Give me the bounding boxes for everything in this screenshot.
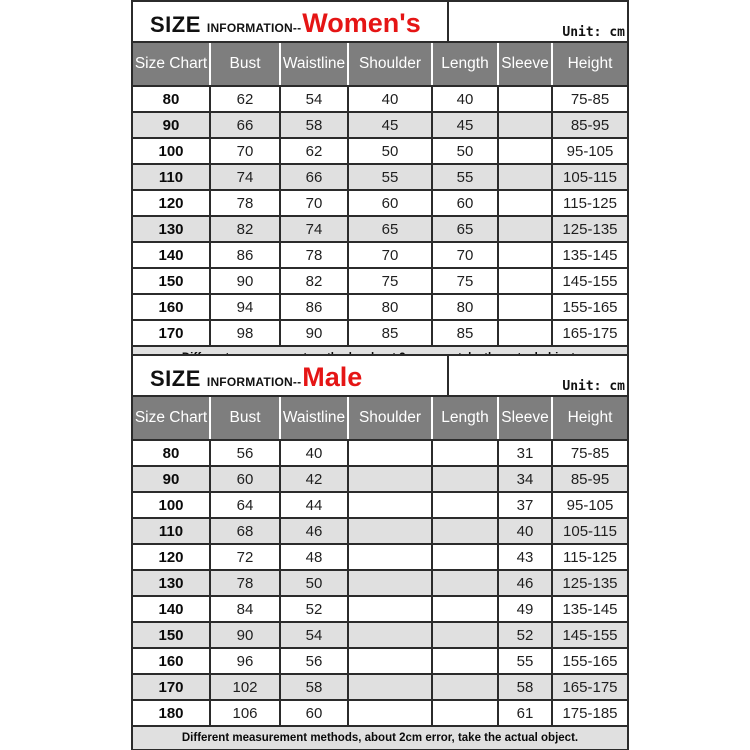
- measurement-value-cell: 46: [498, 570, 552, 596]
- male-size-table: [131, 354, 629, 750]
- size-value-cell: 160: [133, 648, 210, 674]
- measurement-disclaimer: Different measurement methods, about 2cm error, take the actual object.: [133, 726, 627, 749]
- column-header-bust: Bust: [210, 397, 280, 440]
- measurement-value-cell: 56: [210, 440, 280, 466]
- header-row: [133, 43, 627, 86]
- measurement-value-cell: 64: [210, 492, 280, 518]
- table-row: [133, 492, 627, 518]
- unit-label: Unit: cm: [562, 25, 625, 40]
- size-value-cell: 110: [133, 518, 210, 544]
- male-table-footer: [133, 726, 627, 749]
- measurement-value-cell: [432, 544, 498, 570]
- measurement-value-cell: 85: [432, 320, 498, 346]
- size-value-cell: 90: [133, 112, 210, 138]
- measurement-value-cell: [432, 492, 498, 518]
- womens-table-title: [133, 2, 449, 41]
- measurement-value-cell: 50: [348, 138, 432, 164]
- measurement-value-cell: 95-105: [552, 138, 627, 164]
- table-row: [133, 242, 627, 268]
- measurement-value-cell: 46: [280, 518, 348, 544]
- table-row: [133, 674, 627, 700]
- measurement-value-cell: 125-135: [552, 570, 627, 596]
- table-row: [133, 544, 627, 570]
- measurement-value-cell: 44: [280, 492, 348, 518]
- womens-table-body: [133, 86, 627, 346]
- table-row: [133, 294, 627, 320]
- measurement-value-cell: 70: [348, 242, 432, 268]
- column-header-waistline: Waistline: [280, 43, 348, 86]
- measurement-value-cell: 78: [210, 570, 280, 596]
- measurement-value-cell: 145-155: [552, 622, 627, 648]
- column-header-sleeve: Sleeve: [498, 397, 552, 440]
- measurement-value-cell: [348, 492, 432, 518]
- measurement-value-cell: 55: [348, 164, 432, 190]
- measurement-value-cell: 135-145: [552, 242, 627, 268]
- title-size-text: SIZE: [150, 12, 201, 37]
- measurement-value-cell: 60: [348, 190, 432, 216]
- measurement-value-cell: [498, 190, 552, 216]
- table-row: [133, 190, 627, 216]
- measurement-value-cell: 40: [280, 440, 348, 466]
- measurement-value-cell: [348, 622, 432, 648]
- measurement-value-cell: 70: [432, 242, 498, 268]
- measurement-value-cell: [348, 440, 432, 466]
- column-header-size-chart: Size Chart: [133, 397, 210, 440]
- measurement-value-cell: 65: [348, 216, 432, 242]
- measurement-value-cell: 45: [432, 112, 498, 138]
- measurement-value-cell: 31: [498, 440, 552, 466]
- measurement-value-cell: 62: [280, 138, 348, 164]
- measurement-value-cell: 62: [210, 86, 280, 112]
- measurement-value-cell: 94: [210, 294, 280, 320]
- male-title-row: [133, 356, 627, 397]
- column-header-sleeve: Sleeve: [498, 43, 552, 86]
- footer-row: [133, 726, 627, 749]
- measurement-value-cell: 145-155: [552, 268, 627, 294]
- table-row: [133, 268, 627, 294]
- measurement-value-cell: 58: [280, 112, 348, 138]
- title-information-text: INFORMATION--: [206, 21, 302, 35]
- measurement-value-cell: [348, 700, 432, 726]
- measurement-value-cell: 75-85: [552, 86, 627, 112]
- measurement-value-cell: 74: [210, 164, 280, 190]
- measurement-value-cell: [432, 622, 498, 648]
- table-row: [133, 648, 627, 674]
- measurement-value-cell: [348, 674, 432, 700]
- measurement-value-cell: [432, 440, 498, 466]
- measurement-value-cell: 40: [348, 86, 432, 112]
- measurement-value-cell: 90: [210, 622, 280, 648]
- size-value-cell: 120: [133, 190, 210, 216]
- measurement-value-cell: 45: [348, 112, 432, 138]
- size-value-cell: 180: [133, 700, 210, 726]
- size-value-cell: 170: [133, 674, 210, 700]
- column-header-height: Height: [552, 397, 627, 440]
- measurement-value-cell: 86: [210, 242, 280, 268]
- measurement-value-cell: 50: [280, 570, 348, 596]
- measurement-value-cell: 82: [280, 268, 348, 294]
- measurement-value-cell: 165-175: [552, 674, 627, 700]
- measurement-value-cell: 102: [210, 674, 280, 700]
- measurement-value-cell: [498, 138, 552, 164]
- measurement-value-cell: 115-125: [552, 190, 627, 216]
- measurement-value-cell: [498, 216, 552, 242]
- table-row: [133, 86, 627, 112]
- measurement-value-cell: 60: [210, 466, 280, 492]
- measurement-value-cell: 86: [280, 294, 348, 320]
- title-gender-womens: Women's: [302, 8, 421, 38]
- size-value-cell: 80: [133, 440, 210, 466]
- measurement-value-cell: 49: [498, 596, 552, 622]
- measurement-value-cell: 50: [432, 138, 498, 164]
- measurement-value-cell: 75-85: [552, 440, 627, 466]
- measurement-value-cell: [432, 674, 498, 700]
- measurement-value-cell: 58: [498, 674, 552, 700]
- measurement-value-cell: 96: [210, 648, 280, 674]
- measurement-value-cell: [348, 544, 432, 570]
- measurement-value-cell: 85-95: [552, 112, 627, 138]
- table-row: [133, 138, 627, 164]
- measurement-value-cell: [498, 268, 552, 294]
- measurement-value-cell: 98: [210, 320, 280, 346]
- measurement-value-cell: 58: [280, 674, 348, 700]
- measurement-value-cell: 106: [210, 700, 280, 726]
- male-unit-cell: [449, 356, 627, 395]
- measurement-value-cell: 155-165: [552, 648, 627, 674]
- measurement-value-cell: 60: [280, 700, 348, 726]
- unit-label: Unit: cm: [562, 379, 625, 394]
- table-row: [133, 466, 627, 492]
- measurement-value-cell: 54: [280, 622, 348, 648]
- measurement-value-cell: 165-175: [552, 320, 627, 346]
- measurement-value-cell: 105-115: [552, 164, 627, 190]
- measurement-value-cell: 66: [210, 112, 280, 138]
- title-size-text: SIZE: [150, 366, 201, 391]
- measurement-value-cell: [498, 164, 552, 190]
- measurement-value-cell: 70: [210, 138, 280, 164]
- measurement-value-cell: 80: [432, 294, 498, 320]
- measurement-value-cell: 52: [498, 622, 552, 648]
- size-value-cell: 120: [133, 544, 210, 570]
- measurement-value-cell: 175-185: [552, 700, 627, 726]
- size-value-cell: 160: [133, 294, 210, 320]
- measurement-value-cell: 55: [432, 164, 498, 190]
- measurement-value-cell: [432, 466, 498, 492]
- size-value-cell: 100: [133, 492, 210, 518]
- measurement-value-cell: [348, 518, 432, 544]
- measurement-value-cell: 40: [432, 86, 498, 112]
- measurement-value-cell: 48: [280, 544, 348, 570]
- table-row: [133, 216, 627, 242]
- measurement-value-cell: 85-95: [552, 466, 627, 492]
- table-row: [133, 164, 627, 190]
- table-row: [133, 596, 627, 622]
- header-row: [133, 397, 627, 440]
- measurement-value-cell: [432, 700, 498, 726]
- measurement-value-cell: 75: [348, 268, 432, 294]
- measurement-value-cell: 61: [498, 700, 552, 726]
- measurement-value-cell: 78: [210, 190, 280, 216]
- measurement-value-cell: 65: [432, 216, 498, 242]
- measurement-value-cell: 155-165: [552, 294, 627, 320]
- size-value-cell: 130: [133, 570, 210, 596]
- measurement-value-cell: [432, 596, 498, 622]
- column-header-length: Length: [432, 397, 498, 440]
- measurement-value-cell: 34: [498, 466, 552, 492]
- measurement-value-cell: [432, 518, 498, 544]
- measurement-value-cell: 43: [498, 544, 552, 570]
- measurement-value-cell: [498, 86, 552, 112]
- womens-table-header: [133, 43, 627, 86]
- measurement-value-cell: [498, 242, 552, 268]
- size-value-cell: 170: [133, 320, 210, 346]
- measurement-value-cell: [498, 294, 552, 320]
- title-gender-male: Male: [302, 362, 363, 392]
- table-row: [133, 700, 627, 726]
- size-value-cell: 80: [133, 86, 210, 112]
- table-row: [133, 518, 627, 544]
- measurement-value-cell: 60: [432, 190, 498, 216]
- measurement-value-cell: [348, 596, 432, 622]
- size-value-cell: 130: [133, 216, 210, 242]
- measurement-value-cell: 85: [348, 320, 432, 346]
- size-value-cell: 100: [133, 138, 210, 164]
- male-table-header: [133, 397, 627, 440]
- measurement-value-cell: 125-135: [552, 216, 627, 242]
- size-value-cell: 90: [133, 466, 210, 492]
- measurement-value-cell: [348, 648, 432, 674]
- measurement-value-cell: 40: [498, 518, 552, 544]
- size-value-cell: 150: [133, 268, 210, 294]
- womens-title-row: [133, 2, 627, 43]
- measurement-value-cell: 52: [280, 596, 348, 622]
- measurement-value-cell: 82: [210, 216, 280, 242]
- measurement-value-cell: 68: [210, 518, 280, 544]
- column-header-shoulder: Shoulder: [348, 43, 432, 86]
- measurement-value-cell: 115-125: [552, 544, 627, 570]
- measurement-value-cell: 54: [280, 86, 348, 112]
- measurement-value-cell: 84: [210, 596, 280, 622]
- column-header-size-chart: Size Chart: [133, 43, 210, 86]
- measurement-value-cell: 37: [498, 492, 552, 518]
- measurement-value-cell: 72: [210, 544, 280, 570]
- measurement-value-cell: 42: [280, 466, 348, 492]
- womens-measurements-table: [133, 43, 627, 369]
- measurement-value-cell: [348, 466, 432, 492]
- table-row: [133, 622, 627, 648]
- womens-unit-cell: [449, 2, 627, 41]
- measurement-value-cell: 90: [280, 320, 348, 346]
- measurement-value-cell: 74: [280, 216, 348, 242]
- measurement-value-cell: 70: [280, 190, 348, 216]
- male-table-body: [133, 440, 627, 726]
- measurement-value-cell: 78: [280, 242, 348, 268]
- measurement-value-cell: 135-145: [552, 596, 627, 622]
- size-value-cell: 140: [133, 242, 210, 268]
- column-header-shoulder: Shoulder: [348, 397, 432, 440]
- measurement-value-cell: [432, 570, 498, 596]
- male-table-title: [133, 356, 449, 395]
- column-header-waistline: Waistline: [280, 397, 348, 440]
- measurement-value-cell: [498, 112, 552, 138]
- size-value-cell: 140: [133, 596, 210, 622]
- table-row: [133, 112, 627, 138]
- measurement-value-cell: 90: [210, 268, 280, 294]
- measurement-value-cell: 95-105: [552, 492, 627, 518]
- size-value-cell: 110: [133, 164, 210, 190]
- table-row: [133, 440, 627, 466]
- measurement-value-cell: 80: [348, 294, 432, 320]
- measurement-value-cell: 56: [280, 648, 348, 674]
- column-header-height: Height: [552, 43, 627, 86]
- measurement-value-cell: 75: [432, 268, 498, 294]
- measurement-value-cell: 105-115: [552, 518, 627, 544]
- measurement-value-cell: 66: [280, 164, 348, 190]
- table-row: [133, 320, 627, 346]
- size-value-cell: 150: [133, 622, 210, 648]
- womens-size-table: [131, 0, 629, 373]
- measurement-value-cell: 55: [498, 648, 552, 674]
- column-header-bust: Bust: [210, 43, 280, 86]
- column-header-length: Length: [432, 43, 498, 86]
- male-measurements-table: [133, 397, 627, 749]
- title-information-text: INFORMATION--: [206, 375, 302, 389]
- table-row: [133, 570, 627, 596]
- measurement-value-cell: [432, 648, 498, 674]
- measurement-value-cell: [348, 570, 432, 596]
- measurement-value-cell: [498, 320, 552, 346]
